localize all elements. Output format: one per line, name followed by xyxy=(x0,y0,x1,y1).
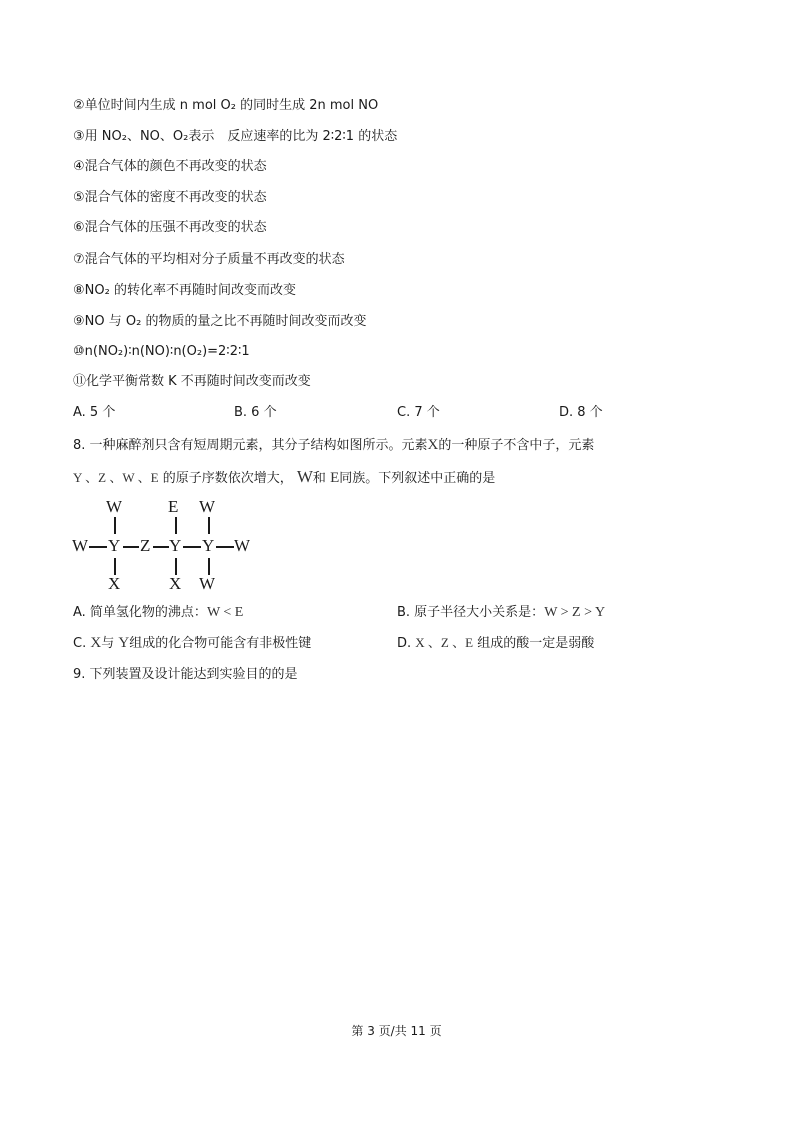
statement-number: ⑩ xyxy=(73,344,85,359)
option-label: A. 简单氢化物的沸点： xyxy=(73,605,207,620)
q8-stem-line2 xyxy=(73,468,495,488)
option-label: B. 原子半径大小关系是： xyxy=(397,605,545,620)
q8-stem-text: 的原子序数依次增大， xyxy=(162,471,293,486)
option-expr: W > Z > Y xyxy=(544,605,606,620)
option-text: 组成的化合物可能含有非极性键 xyxy=(129,636,312,651)
statement-8 xyxy=(73,282,296,300)
atom-mid-z: Z xyxy=(140,536,151,555)
atom-top-w2: W xyxy=(199,497,216,516)
statement-text: 混合气体的颜色不再改变的状态 xyxy=(84,159,267,174)
bond-horizontal xyxy=(183,546,201,548)
statement-number: ② xyxy=(73,98,85,113)
q8-option-d xyxy=(397,634,594,653)
statement-text: 用 NO₂、NO、O₂表示 反应速率的比为 2∶2∶1 的状态 xyxy=(84,129,398,144)
q8-stem-text: 8. 一种麻醉剂只含有短周期元素，其分子结构如图所示。元素 xyxy=(73,438,428,453)
q8-option-a xyxy=(73,604,243,622)
q7-option-d: D. 8 个 xyxy=(559,405,603,420)
var-list: Y 、Z 、W 、E xyxy=(73,470,159,485)
option-expr: W < E xyxy=(206,605,244,620)
option-label: C. xyxy=(73,636,91,651)
statement-number: ⑪ xyxy=(73,374,87,389)
var-x: X xyxy=(90,635,102,651)
bond-horizontal xyxy=(89,546,107,548)
statement-3 xyxy=(73,128,397,146)
statement-4 xyxy=(73,158,267,176)
var-e: E xyxy=(330,470,340,486)
statement-number: ⑧ xyxy=(73,283,85,298)
statement-text: n(NO₂)∶n(NO)∶n(O₂)=2∶2∶1 xyxy=(84,344,250,359)
bond-vertical xyxy=(175,517,177,534)
bond-vertical xyxy=(114,558,116,575)
statement-11 xyxy=(73,373,311,391)
atom-bottom-x2: X xyxy=(169,574,182,593)
var-y: Y xyxy=(118,635,130,651)
page-footer: 第 3 页/共 11 页 xyxy=(351,1024,442,1038)
atom-bottom-x1: X xyxy=(108,574,121,593)
atom-mid-y2: Y xyxy=(169,536,182,555)
q8-stem-text: 和 xyxy=(312,471,326,486)
atom-top-w1: W xyxy=(106,497,123,516)
molecular-structure xyxy=(72,498,262,594)
bond-vertical xyxy=(208,558,210,575)
option-text: 组成的酸一定是弱酸 xyxy=(477,636,595,651)
bond-vertical xyxy=(114,517,116,534)
option-label: D. xyxy=(397,636,416,651)
statement-text: 单位时间内生成 n mol O₂ 的同时生成 2n mol NO xyxy=(84,98,379,113)
var-x: X xyxy=(427,437,439,453)
statement-text: 混合气体的平均相对分子质量不再改变的状态 xyxy=(84,252,345,267)
statement-text: 混合气体的压强不再改变的状态 xyxy=(84,220,267,235)
statement-number: ⑨ xyxy=(73,314,85,329)
q9-stem: 9. 下列装置及设计能达到实验目的的是 xyxy=(73,667,298,682)
statement-number: ⑤ xyxy=(73,190,85,205)
statement-10 xyxy=(73,343,250,361)
bond-horizontal xyxy=(153,546,169,548)
bond-vertical xyxy=(208,517,210,534)
statement-number: ④ xyxy=(73,159,85,174)
atom-mid-w-right: W xyxy=(234,536,251,555)
atom-mid-y1: Y xyxy=(108,536,121,555)
bond-horizontal xyxy=(216,546,234,548)
atom-top-e: E xyxy=(168,497,179,516)
q7-option-a: A. 5 个 xyxy=(73,405,116,420)
q8-stem-line1 xyxy=(73,436,594,455)
statement-text: 化学平衡常数 K 不再随时间改变而改变 xyxy=(86,374,311,389)
statement-2 xyxy=(73,97,378,115)
statement-text: NO₂ 的转化率不再随时间改变而改变 xyxy=(84,283,296,298)
statement-5 xyxy=(73,189,267,207)
atom-mid-w-left: W xyxy=(72,536,89,555)
statement-text: NO 与 O₂ 的物质的量之比不再随时间改变而改变 xyxy=(84,314,367,329)
q7-option-b: B. 6 个 xyxy=(234,405,277,420)
bond-vertical xyxy=(175,558,177,575)
statement-9 xyxy=(73,313,366,331)
bond-horizontal xyxy=(123,546,139,548)
var-list: X 、Z 、E xyxy=(415,635,474,650)
q8-stem-text: 的一种原子不含中子，元素 xyxy=(438,438,595,453)
statement-text: 混合气体的密度不再改变的状态 xyxy=(84,190,267,205)
atom-bottom-w: W xyxy=(199,574,216,593)
statement-6 xyxy=(73,219,267,237)
q8-stem-text: 同族。下列叙述中正确的是 xyxy=(339,471,496,486)
statement-number: ⑦ xyxy=(73,252,85,267)
var-w: W xyxy=(296,467,313,486)
atom-mid-y3: Y xyxy=(202,536,215,555)
statement-7 xyxy=(73,251,345,269)
statement-number: ③ xyxy=(73,129,85,144)
q8-option-c xyxy=(73,634,311,653)
option-text: 与 xyxy=(101,636,115,651)
q8-option-b xyxy=(397,604,605,622)
statement-number: ⑥ xyxy=(73,220,85,235)
q7-option-c: C. 7 个 xyxy=(397,405,440,420)
